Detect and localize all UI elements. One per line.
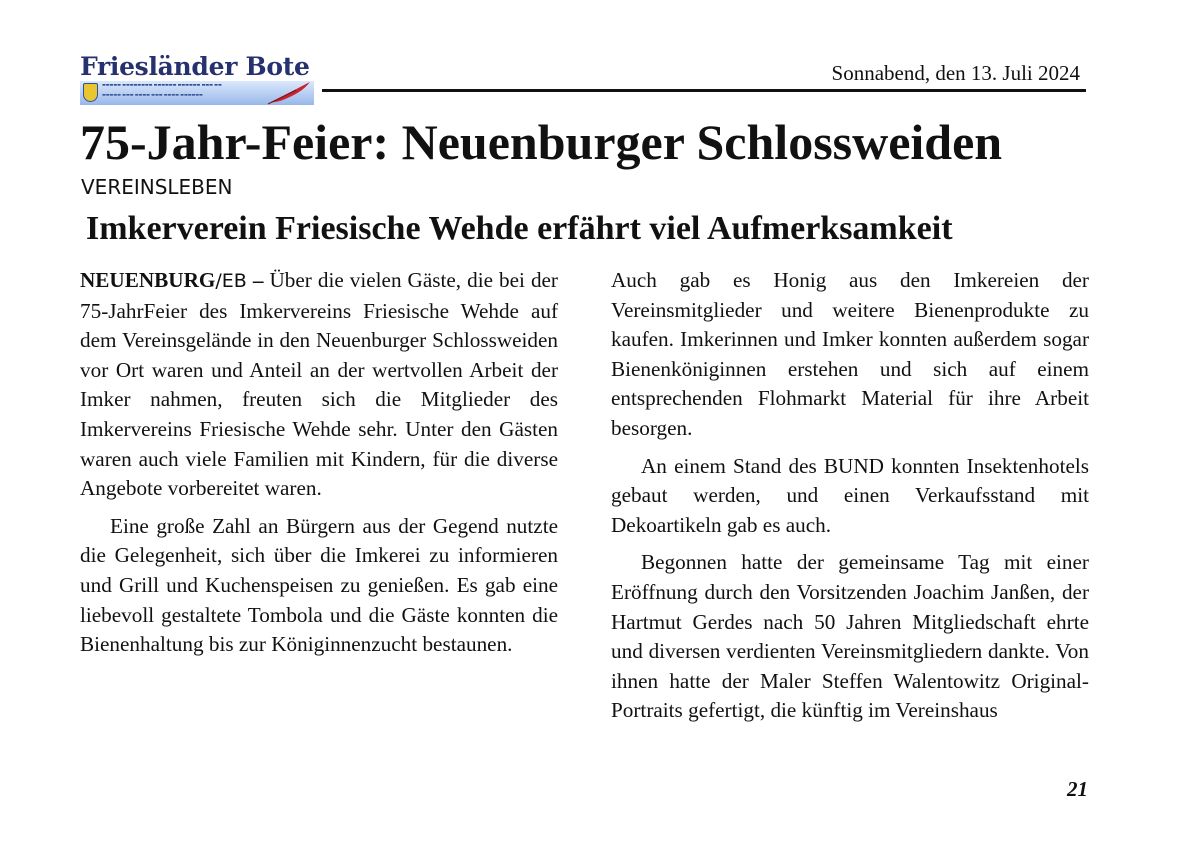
article-paragraph: Eine große Zahl an Bürgern aus der Gegend nutzte die Gelegenheit, sich über die Imkerei zu informieren und Grill und Kuchenspeisen zu genießen. Es gab eine liebevoll gestaltete Tombola und die Gäste konnten die Bienenhaltung bis zur Königinnenzucht bestaunen. [80, 513, 558, 657]
dateline-place: NEUENBURG [80, 268, 216, 292]
article-kicker: VEREINSLEBEN [81, 175, 233, 199]
issue-date: Sonnabend, den 13. Juli 2024 [831, 61, 1080, 85]
page-number: 21 [1067, 777, 1088, 801]
dateline-dash: – [246, 268, 270, 292]
article-paragraph: Begonnen hatte der gemeinsame Tag mit einer Eröffnung durch den Vorsitzenden Joachim Janßen, der Hartmut Gerdes nach 50 Jahren Mitgliedschaft ehrte und diversen verdienten Vereinsmitgliedern dankte. Von ihnen hatte der Maler Steffen Walentowitz Original-Portraits gefertigt, die künftig im Vereinshaus [611, 550, 1089, 723]
quill-icon [266, 81, 312, 105]
article-paragraph [80, 266, 558, 504]
article-paragraph: Auch gab es Honig aus den Imkereien der Vereinsmitglieder und weitere Bienenprodukte zu kaufen. Imkerinnen und Imker konnten außerdem sogar Bienenköniginnen erstehen und sich auf einem entsprechenden Flohmarkt Material für ihre Arbeit besorgen. [611, 268, 1089, 440]
article-headline: 75-Jahr-Feier: Neuenburger Schlossweiden [80, 114, 1003, 170]
article-column-left [80, 266, 558, 668]
logo-contact-graphic: ▬▬▬▬▬ ▬▬▬ ▬▬▬▬ ▬▬▬ ▬▬▬▬ ▬▬▬▬▬▬ [102, 92, 203, 97]
newspaper-logo [80, 53, 314, 105]
masthead-rule [322, 89, 1086, 92]
paragraph-text: Über die vielen Gäste, die bei der 75-JahrFeier des Imkervereins Friesische Wehde auf dem Vereinsgelände in den Neuenburger Schlossweiden vor Ort waren und Anteil an der wertvollen Arbeit der Imker nahmen, freuten sich die Mitglieder des Imkervereins Friesische Wehde sehr. Unter den Gästen waren auch viele Familien mit Kindern, für die diverse Angebote vorbereitet waren. [80, 268, 558, 501]
article-subheadline: Imkerverein Friesische Wehde erfährt viel Aufmerksamkeit [86, 210, 953, 247]
logo-banner [80, 81, 314, 105]
logo-tagline-graphic: ▬▬▬▬▬ ▬▬▬▬▬▬▬▬ ▬▬▬▬▬▬ ▬▬▬▬▬▬ ▬▬▬ ▬▬ [102, 82, 222, 87]
dateline-agency: /EB [215, 270, 247, 292]
newspaper-name: Friesländer Bote [80, 52, 310, 81]
article-paragraph: An einem Stand des BUND konnten Insektenhotels gebaut werden, und einen Verkaufsstand mit Dekoartikeln gab es auch. [611, 453, 1089, 537]
crest-icon [83, 83, 98, 102]
article-column-right [611, 266, 1089, 734]
